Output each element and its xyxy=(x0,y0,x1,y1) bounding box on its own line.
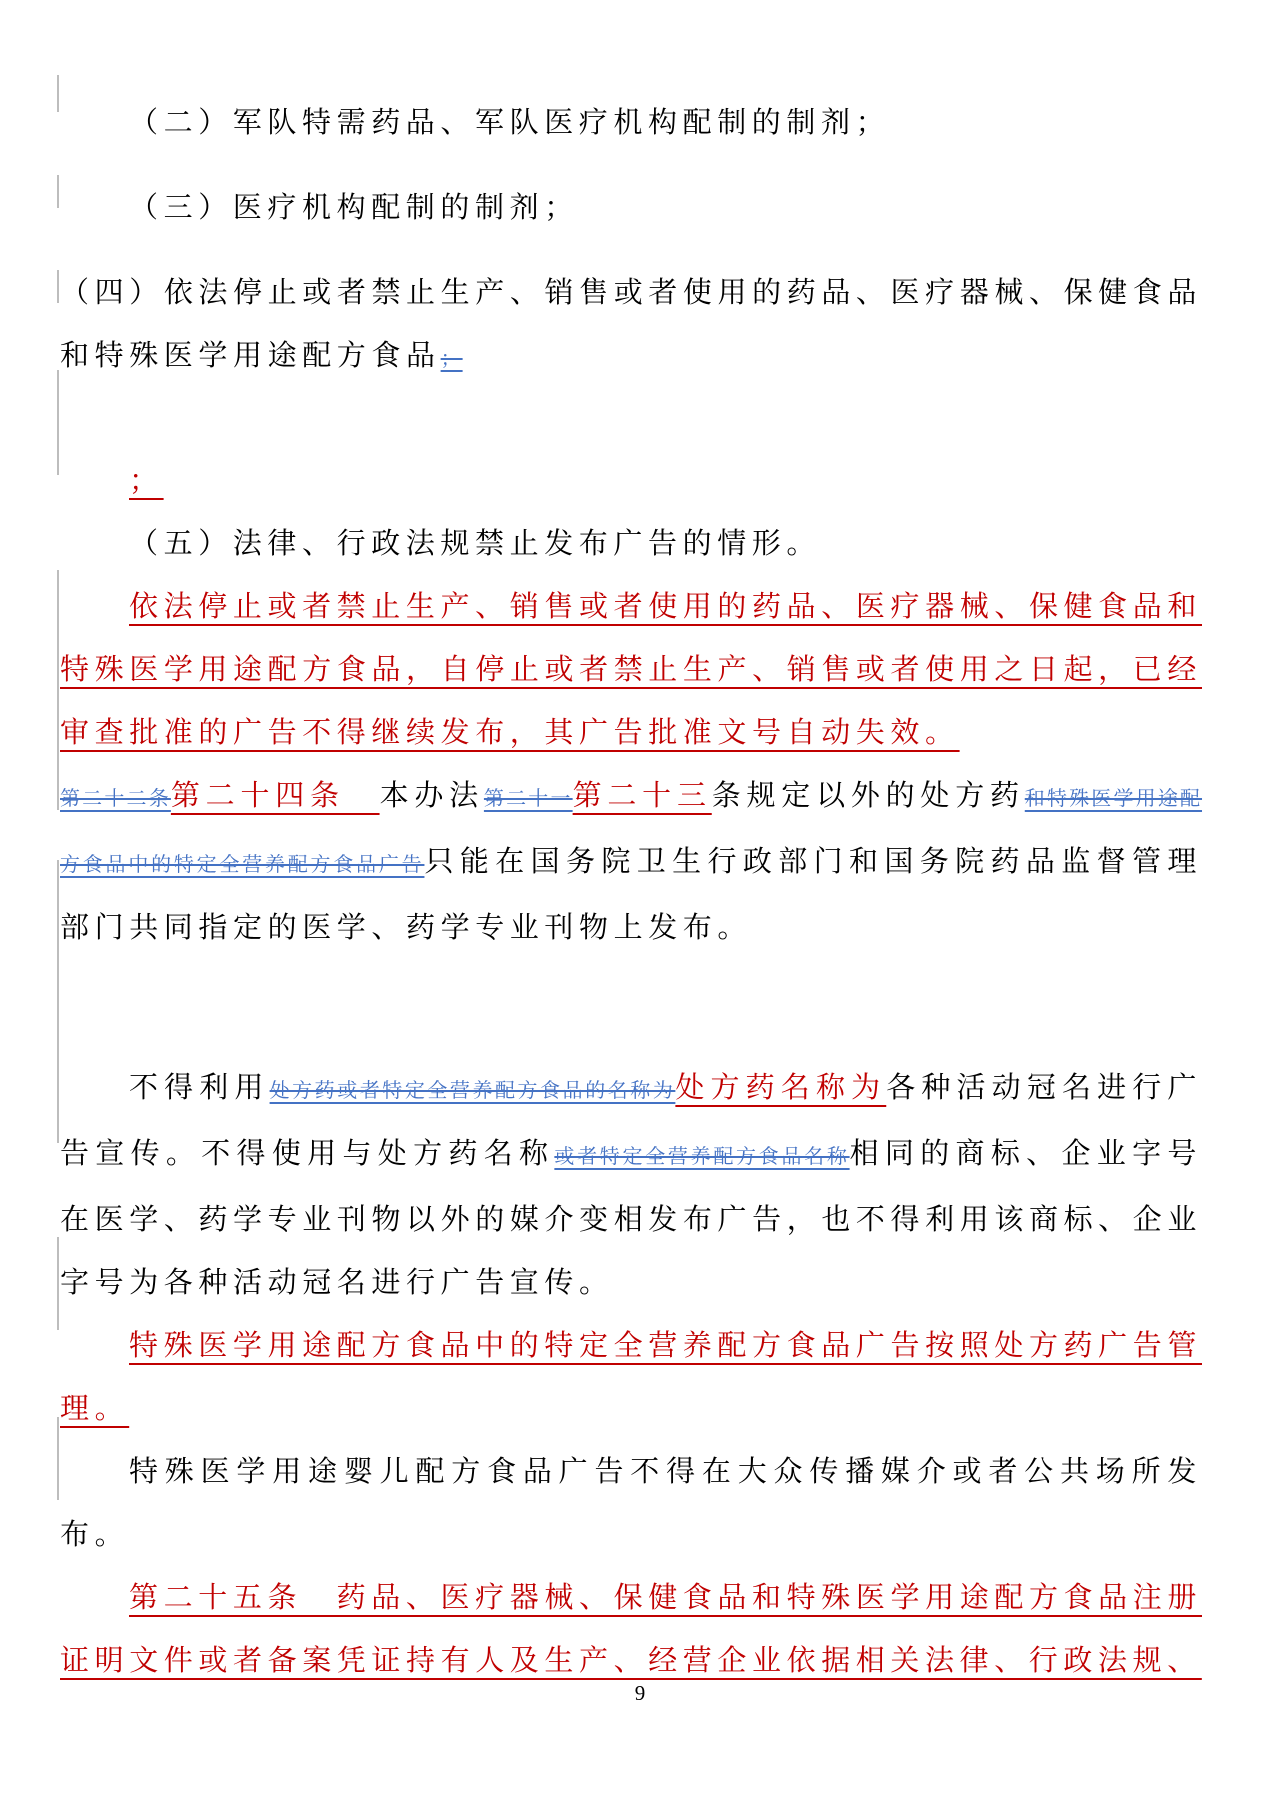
text-run-normal: （五）法律、行政法规禁止发布广告的情形。 xyxy=(129,528,822,560)
change-bar xyxy=(57,1237,59,1330)
item-4 xyxy=(60,262,1202,391)
article-24 xyxy=(60,765,1202,960)
text-run-inserted: 处方药名称为 xyxy=(675,1072,887,1104)
text-run-normal: （二）军队特需药品、军队医疗机构配制的制剂； xyxy=(129,107,891,139)
text-run-normal: 本办法 xyxy=(379,780,484,812)
text-run-inserted: 第二十三 xyxy=(572,780,712,812)
infant-formula-rule xyxy=(60,1441,1202,1567)
text-run-inserted: 特殊医学用途配方食品中的特定全营养配方食品广告按照处方药广告管理。 xyxy=(60,1330,1202,1425)
change-bar xyxy=(57,270,59,303)
change-bar xyxy=(57,1417,59,1500)
text-run-inserted: 依法停止或者禁止生产、销售或者使用的药品、医疗器械、保健食品和特殊医学用途配方食品，自停止或者禁止生产、销售或者使用之日起，已经审查批准的广告不得继续发布，其广告批准文号自动失效。 xyxy=(60,591,1202,749)
text-run-normal: 只能在国务院卫生行政部门和国务院药品监督管理部门共同指定的医学、药学专业刊物上发布。 xyxy=(60,846,1202,944)
change-bar xyxy=(57,370,59,475)
item-2 xyxy=(60,92,1202,155)
inserted-clause-stop-sale xyxy=(60,576,1202,765)
change-bar xyxy=(57,75,59,112)
text-run-normal: 不得利用 xyxy=(129,1072,270,1104)
change-bar xyxy=(57,570,59,810)
naming-restriction xyxy=(60,1057,1202,1315)
text-run-deleted: ； xyxy=(440,348,463,370)
article-25 xyxy=(60,1567,1202,1693)
text-run-inserted: ； xyxy=(129,465,164,497)
text-run-inserted: 第二十四条 xyxy=(170,780,380,812)
page-footer xyxy=(0,1680,1280,1706)
item-3 xyxy=(60,177,1202,240)
inserted-semicolon xyxy=(60,450,1202,513)
text-run-normal: （三）医疗机构配制的制剂； xyxy=(129,192,579,224)
change-bar xyxy=(57,175,59,208)
text-run-normal: 相同的商标、企业字号在医学、药学专业刊物以外的媒介变相发布广告，也不得利用该商标、企业字号为各种活动冠名进行广告宣传。 xyxy=(60,1138,1203,1299)
document-body xyxy=(60,92,1202,1693)
text-run-deleted: 和特殊医学用途配方食品中的特定全营养配方食品广告 xyxy=(60,788,1203,876)
text-run-normal: （四）依法停止或者禁止生产、销售或者使用的药品、医疗器械、保健食品和特殊医学用途配方食品 xyxy=(60,277,1202,372)
text-run-normal: 各种活动冠名进行广告宣传。不得使用与处方药名称 xyxy=(60,1072,1203,1170)
text-run-normal: 特殊医学用途婴儿配方食品广告不得在大众传播媒介或者公共场所发布。 xyxy=(60,1456,1202,1551)
item-5 xyxy=(60,513,1202,576)
page-number: 9 xyxy=(634,1681,646,1705)
text-run-deleted: 处方药或者特定全营养配方食品的名称为 xyxy=(269,1080,676,1102)
text-run-inserted: 第二十五条 药品、医疗器械、保健食品和特殊医学用途配方食品注册证明文件或者备案凭证持有人及生产、经营企业依据相关法律、行政法规、 xyxy=(60,1582,1202,1677)
text-run-normal: 条规定以外的处方药 xyxy=(711,780,1025,812)
text-run-deleted: 第二十二条 xyxy=(60,788,171,810)
fsmp-prescription-rule xyxy=(60,1315,1202,1441)
change-bar xyxy=(57,860,59,1143)
text-run-deleted: 第二十一 xyxy=(483,788,573,810)
text-run-deleted: 或者特定全营养配方食品名称 xyxy=(554,1146,850,1168)
